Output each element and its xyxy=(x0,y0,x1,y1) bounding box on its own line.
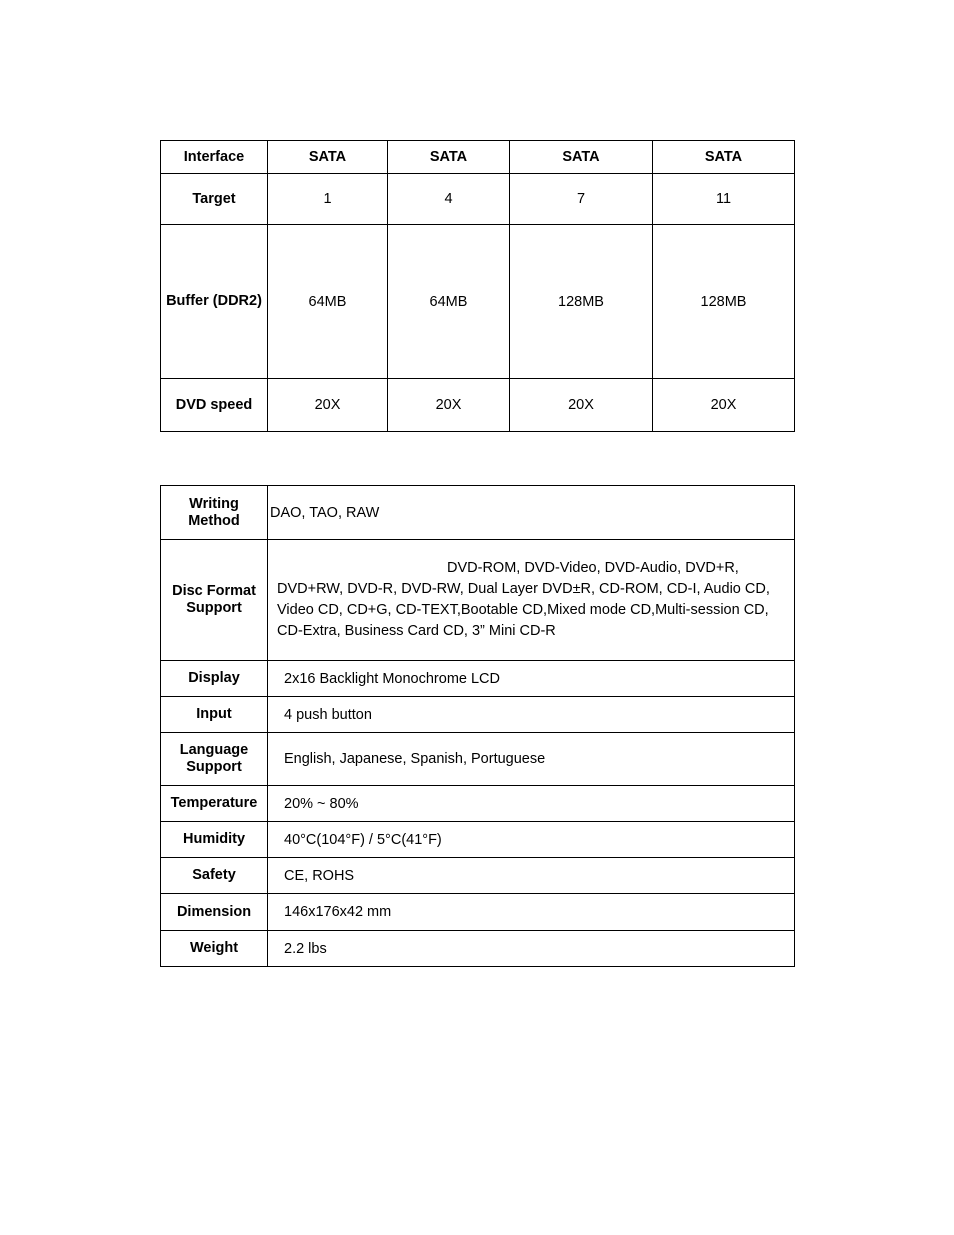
table-row-language xyxy=(161,733,795,786)
table-row-temperature xyxy=(161,786,795,822)
table-row-humidity xyxy=(161,822,795,858)
cell-target-4: 11 xyxy=(653,174,795,225)
cell-buffer-2: 64MB xyxy=(388,225,510,379)
cell-interface-3: SATA xyxy=(510,141,653,174)
label-line: Method xyxy=(188,512,240,529)
spec-table-features xyxy=(160,485,795,967)
cell-interface-4: SATA xyxy=(653,141,795,174)
table-row-input xyxy=(161,697,795,733)
cell-target-2: 4 xyxy=(388,174,510,225)
cell-target-3: 7 xyxy=(510,174,653,225)
spec-table-drives xyxy=(160,140,795,432)
table-row-display xyxy=(161,661,795,697)
value-weight: 2.2 lbs xyxy=(268,931,795,967)
table-row-target xyxy=(161,174,795,225)
cell-buffer-1: 64MB xyxy=(268,225,388,379)
table-row-safety xyxy=(161,858,795,894)
table-row-dvd-speed xyxy=(161,379,795,432)
row-label-writing-method xyxy=(161,486,268,540)
cell-interface-1: SATA xyxy=(268,141,388,174)
label-line: Language xyxy=(179,742,249,758)
table-row-writing-method xyxy=(161,486,795,540)
cell-buffer-4: 128MB xyxy=(653,225,795,379)
value-disc-format xyxy=(268,540,795,661)
row-label-dimension: Dimension xyxy=(161,894,268,931)
label-line: Support xyxy=(186,600,242,616)
row-label-input: Input xyxy=(161,697,268,733)
row-label-temperature: Temperature xyxy=(161,786,268,822)
row-label-humidity: Humidity xyxy=(161,822,268,858)
table-row-dimension xyxy=(161,894,795,931)
row-label-display: Display xyxy=(161,661,268,697)
cell-interface-2: SATA xyxy=(388,141,510,174)
value-input: 4 push button xyxy=(268,697,795,733)
value-writing-method: DAO, TAO, RAW xyxy=(268,486,795,540)
label-line: Writing xyxy=(189,495,239,512)
value-temperature: 20% ~ 80% xyxy=(268,786,795,822)
value-display: 2x16 Backlight Monochrome LCD xyxy=(268,661,795,697)
value-safety: CE, ROHS xyxy=(268,858,795,894)
table-row-weight xyxy=(161,931,795,967)
row-label-dvd-speed: DVD speed xyxy=(161,379,268,432)
cell-dvd-speed-2: 20X xyxy=(388,379,510,432)
table-row-interface xyxy=(161,141,795,174)
cell-dvd-speed-3: 20X xyxy=(510,379,653,432)
label-line: Support xyxy=(186,759,242,775)
cell-dvd-speed-4: 20X xyxy=(653,379,795,432)
cell-dvd-speed-1: 20X xyxy=(268,379,388,432)
row-label-disc-format xyxy=(161,540,268,661)
row-label-buffer: Buffer (DDR2) xyxy=(161,225,268,379)
table-row-disc-format xyxy=(161,540,795,661)
cell-buffer-3: 128MB xyxy=(510,225,653,379)
row-label-interface: Interface xyxy=(161,141,268,174)
label-line: Disc Format xyxy=(172,583,256,599)
cell-target-1: 1 xyxy=(268,174,388,225)
row-label-weight: Weight xyxy=(161,931,268,967)
row-label-safety: Safety xyxy=(161,858,268,894)
disc-format-text: DVD-ROM, DVD-Video, DVD-Audio, DVD+R, DVD+RW, DVD-R, DVD-RW, Dual Layer DVD±R, CD-ROM, CD-I, Audio CD, Video CD, CD+G, CD-TEXT,Bootable CD,Mixed mode CD,Multi-session CD, CD-Extra, Business Card CD, 3” Mini CD-R xyxy=(277,560,770,639)
value-language: English, Japanese, Spanish, Portuguese xyxy=(268,733,795,786)
row-label-language xyxy=(161,733,268,786)
row-label-target: Target xyxy=(161,174,268,225)
value-dimension: 146x176x42 mm xyxy=(268,894,795,931)
table-row-buffer xyxy=(161,225,795,379)
value-humidity: 40°C(104°F) / 5°C(41°F) xyxy=(268,822,795,858)
